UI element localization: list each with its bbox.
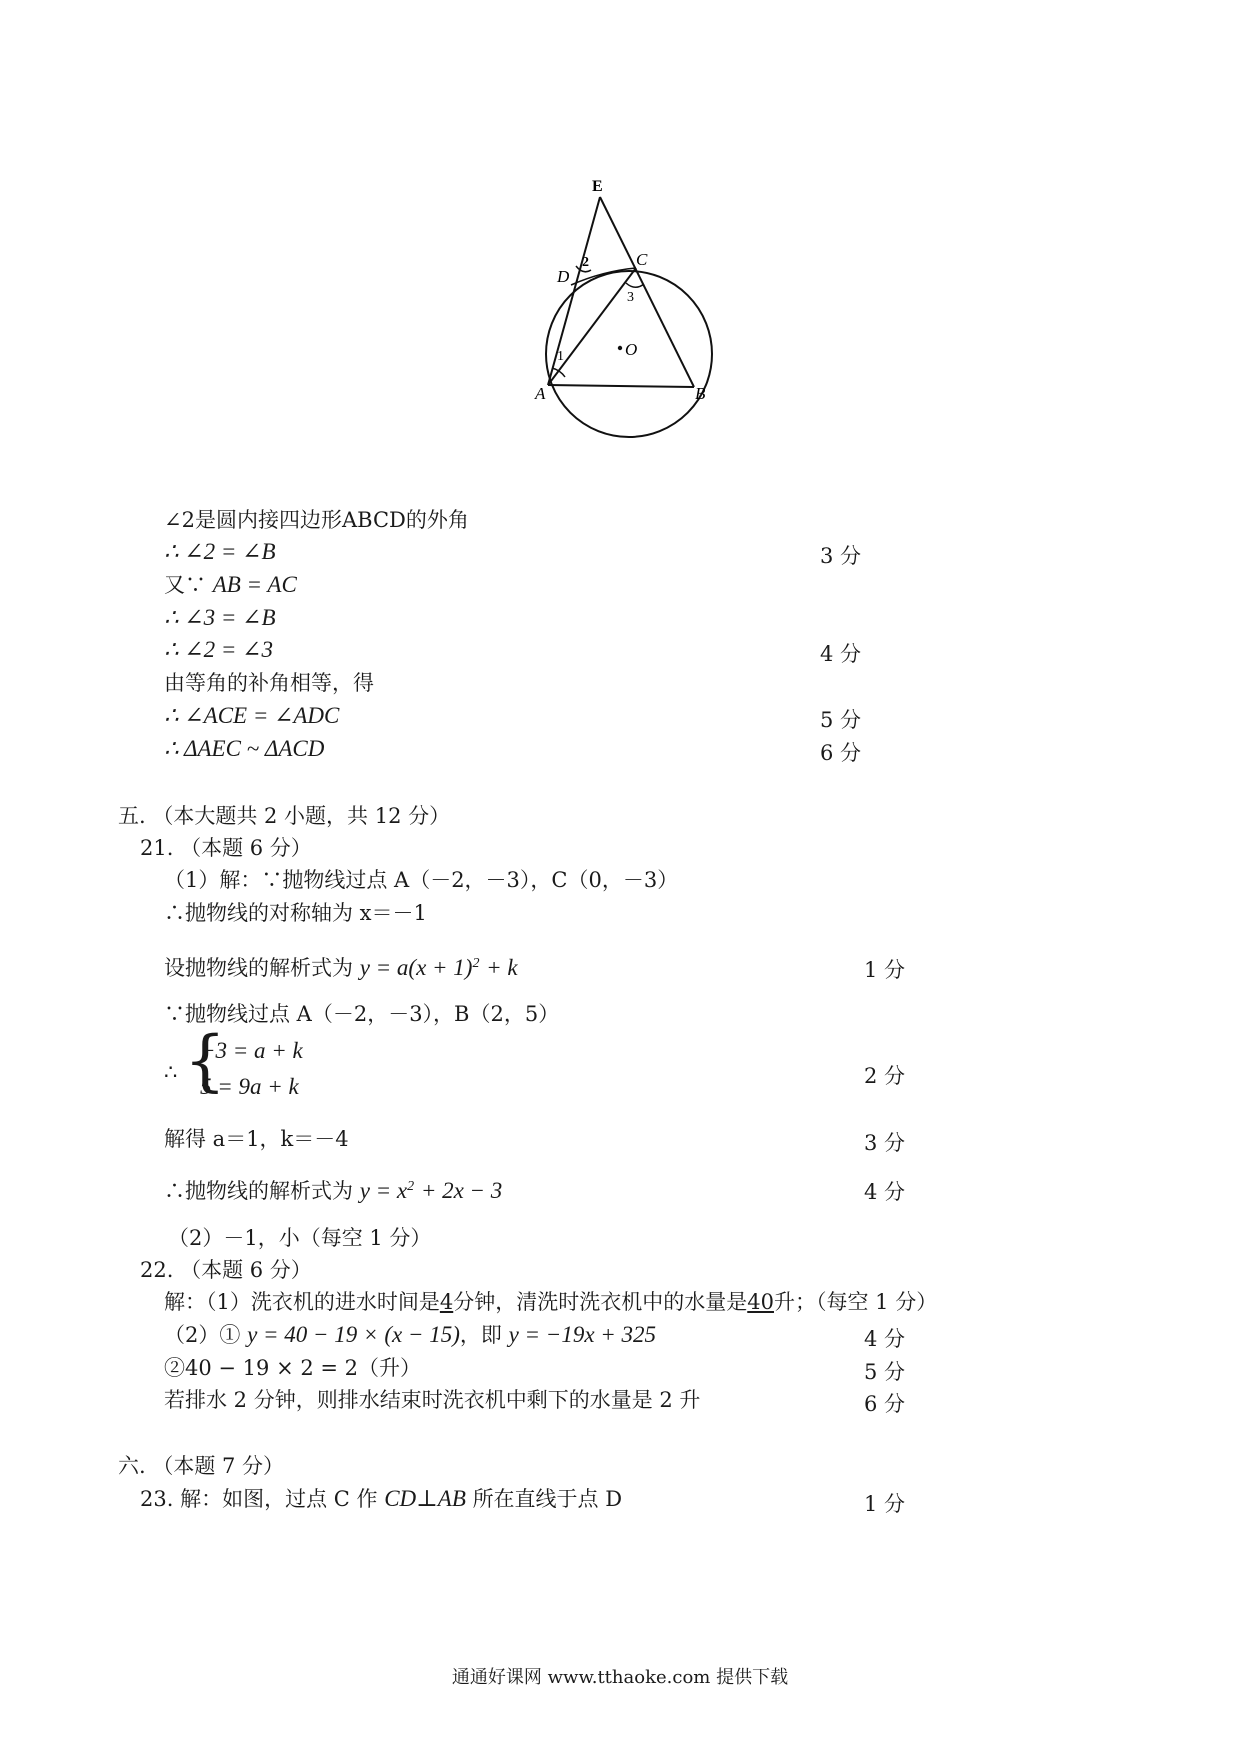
q22-blank-1: 4	[439, 1290, 454, 1314]
q21-system-brace: {	[184, 1022, 226, 1099]
q22-line-2-formula-2: y = −19x + 325	[508, 1322, 657, 1347]
proof-line-4: ∴ ∠3 = ∠B	[164, 605, 276, 630]
q21-system-prefix: ∴	[164, 1060, 178, 1084]
q21-line-3-prefix: 设抛物线的解析式为	[164, 956, 353, 980]
q22-line-1	[164, 1288, 937, 1316]
proof-line-2: ∴ ∠2 = ∠B	[164, 539, 276, 564]
q21-line-8: （2）－1，小（每空 1 分）	[168, 1226, 432, 1250]
proof-line-6: 由等角的补角相等，得	[164, 671, 374, 695]
q21-line-3-exponent: 2	[472, 956, 480, 971]
q22-score-5: 5 分	[864, 1360, 906, 1384]
segment-ab	[548, 385, 694, 387]
q23-line-1-b: 所在直线于点 D	[472, 1487, 623, 1511]
section-5-heading: 五. （本大题共 2 小题，共 12 分）	[118, 804, 451, 828]
q22-blank-2: 40	[747, 1290, 774, 1314]
angle-mark-3	[626, 283, 644, 287]
label-2: 2	[582, 255, 589, 270]
label-3: 3	[627, 290, 634, 305]
proof-line-1: ∠2是圆内接四边形ABCD的外角	[164, 508, 469, 532]
q21-line-7-tail: + 2x − 3	[420, 1178, 503, 1203]
q21-line-7-formula: y = x	[359, 1178, 408, 1203]
proof-line-3-prefix: 又∵	[164, 573, 206, 597]
q21-heading: 21. （本题 6 分）	[140, 836, 312, 860]
score-4: 4 分	[820, 642, 862, 666]
q21-line-7-exponent: 2	[407, 1179, 415, 1194]
proof-line-3	[164, 571, 297, 599]
segment-ae	[548, 197, 600, 385]
q22-line-1-a: 解：（1）洗衣机的进水时间是	[164, 1290, 440, 1314]
q21-line-4: ∵抛物线过点 A（－2，－3），B（2，5）	[164, 1002, 560, 1026]
proof-line-3-formula: AB = AC	[212, 572, 297, 597]
label-c: C	[636, 250, 648, 269]
q22-line-4: 若排水 2 分钟，则排水结束时洗衣机中剩下的水量是 2 升	[164, 1388, 701, 1412]
q22-score-6: 6 分	[864, 1392, 906, 1416]
q21-score-3: 3 分	[864, 1131, 906, 1155]
q22-line-2	[164, 1321, 656, 1349]
score-3: 3 分	[820, 544, 862, 568]
proof-line-8: ∴ ΔAEC ~ ΔACD	[164, 736, 325, 761]
proof-line-7: ∴ ∠ACE = ∠ADC	[164, 703, 340, 728]
segment-eb	[600, 197, 694, 387]
q22-line-2-formula-1: y = 40 − 19 × (x − 15)	[247, 1322, 460, 1347]
q21-line-2: ∴抛物线的对称轴为 x＝－1	[164, 901, 427, 925]
label-e: E	[592, 178, 603, 195]
q21-line-6: 解得 a＝1，k＝－4	[164, 1127, 349, 1151]
q21-score-1: 1 分	[864, 958, 906, 982]
q21-system-eq2: 5 = 9a + k	[200, 1074, 299, 1099]
q22-line-1-b: 分钟，清洗时洗衣机中的水量是	[453, 1290, 748, 1314]
score-6: 6 分	[820, 741, 862, 765]
center-dot-o	[618, 346, 622, 350]
label-a: A	[535, 384, 546, 403]
q22-line-1-c: 升；（每空 1 分）	[773, 1290, 938, 1314]
label-d: D	[557, 267, 570, 286]
q21-line-3-tail: + k	[486, 955, 518, 980]
section-6-heading: 六. （本题 7 分）	[118, 1454, 285, 1478]
q22-heading: 22. （本题 6 分）	[140, 1258, 312, 1282]
page-footer: 通通好课网 www.tthaoke.com 提供下载	[451, 1667, 789, 1688]
q22-line-2-mid: ，即	[459, 1323, 502, 1347]
q21-line-3	[164, 950, 518, 982]
q23-score-1: 1 分	[864, 1492, 906, 1516]
q21-line-1: （1）解：∵抛物线过点 A（－2，－3），C（0，－3）	[164, 868, 679, 892]
q22-score-4: 4 分	[864, 1327, 906, 1351]
q21-score-2: 2 分	[864, 1064, 906, 1088]
label-o: O	[625, 340, 638, 359]
q23-line-1	[140, 1485, 622, 1513]
label-b: B	[695, 384, 706, 403]
label-1: 1	[557, 349, 564, 364]
q21-line-7	[164, 1173, 502, 1205]
q21-system-eq1: −3 = a + k	[200, 1038, 303, 1063]
q21-line-7-prefix: ∴抛物线的解析式为	[164, 1179, 353, 1203]
q21-line-3-formula: y = a(x + 1)	[359, 955, 473, 980]
q23-formula: CD⊥AB	[384, 1486, 466, 1511]
q21-score-4: 4 分	[864, 1180, 906, 1204]
geometry-figure	[505, 175, 745, 465]
score-5: 5 分	[820, 708, 862, 732]
q22-line-2-prefix: （2）①	[164, 1323, 241, 1347]
proof-line-5: ∴ ∠2 = ∠3	[164, 637, 273, 662]
q23-line-1-a: 23. 解：如图，过点 C 作	[140, 1487, 378, 1511]
q22-line-3: ②40 − 19 × 2 = 2（升）	[164, 1356, 422, 1380]
